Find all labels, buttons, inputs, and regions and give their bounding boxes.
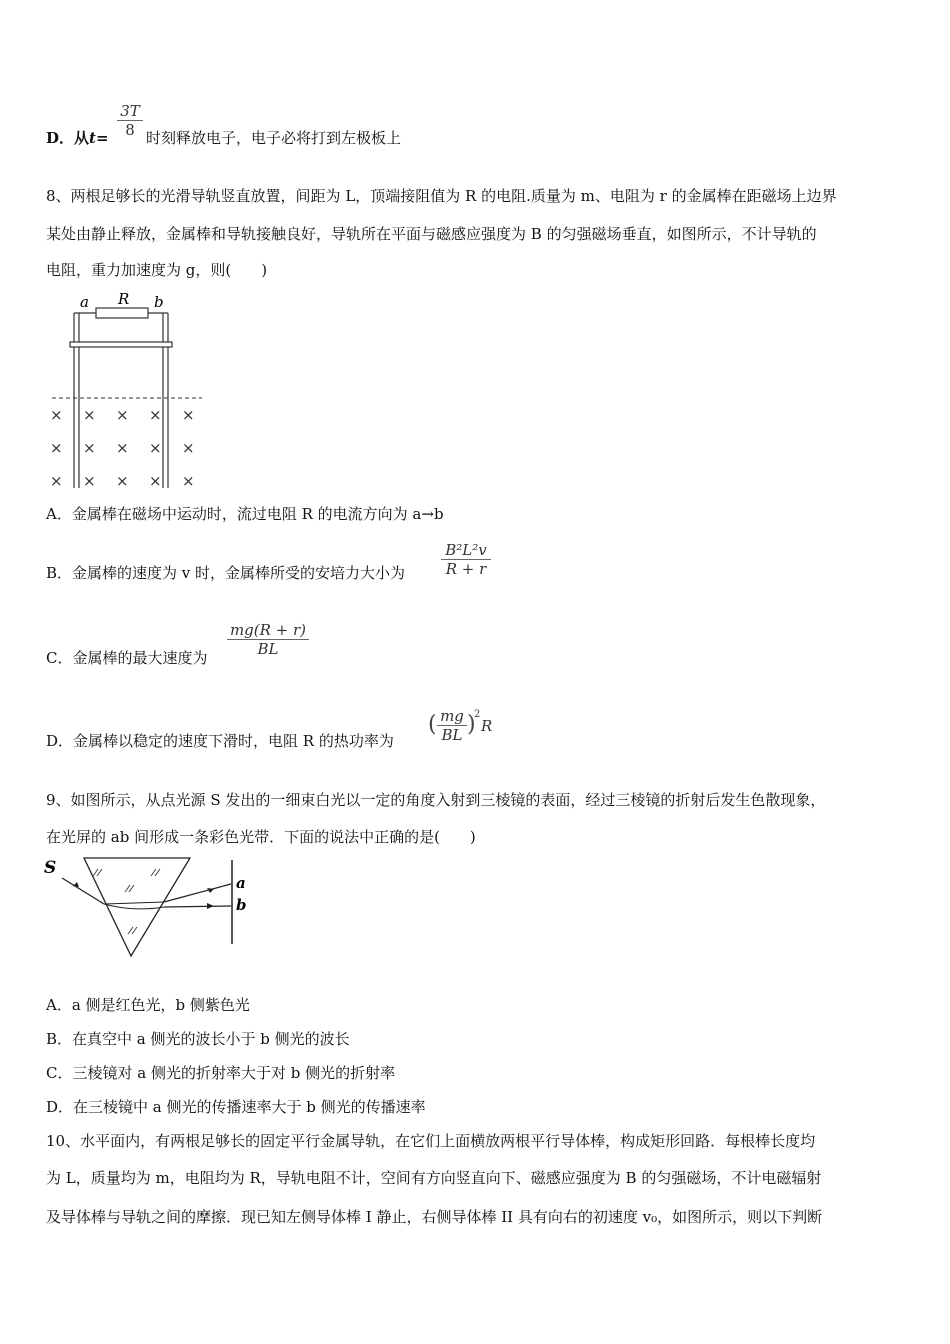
q9-option-b: B．在真空中 a 侧光的波长小于 b 侧光的波长 [46,1030,350,1048]
q9-stem-line-2: 在光屏的 ab 间形成一条彩色光带．下面的说法中正确的是( ) [46,828,476,846]
q7-option-d-var: t= [89,129,109,147]
label-R: R [118,290,130,308]
q9-option-a: A．a 侧是红色光，b 侧紫色光 [46,996,250,1014]
cross-icon: × [149,406,162,424]
fraction-denominator: R + r [445,560,487,578]
cross-icon: × [149,472,162,490]
q8-option-d-text: D．金属棒以稳定的速度下滑时，电阻 R 的热功率为 [46,732,394,750]
cross-icon: × [182,406,195,424]
cross-icon: × [116,472,129,490]
q8-stem-line-3: 电阻，重力加速度为 g，则( ) [46,261,268,279]
fraction-numerator: B²L²v [445,541,487,559]
q8-option-c-text: C．金属棒的最大速度为 [46,649,208,667]
cross-icon: × [149,439,162,457]
label-a: a [236,874,246,892]
label-b: b [154,293,164,311]
q7-option-d-label: D．从 [46,129,90,147]
label-b: b [236,896,247,914]
q9-stem-line-1: 9、如图所示，从点光源 S 发出的一细束白光以一定的角度入射到三棱镜的表面，经过三棱镜的折射后发生色散现象， [46,791,826,809]
cross-icon: × [182,439,195,457]
outgoing-ray-b [164,906,231,907]
q10-stem-line-3: 及导体棒与导轨之间的摩擦．现已知左侧导体棒 I 静止，右侧导体棒 II 具有向右的初速度 v₀，如图所示，则以下判断 [46,1208,823,1226]
q8-option-c-fraction [227,621,309,658]
fraction-denominator: BL [441,726,463,744]
q10-stem-line-2: 为 L，质量均为 m，电阻均为 R，导轨电阻不计，空间有方向竖直向下、磁感应强度为 B 的匀强磁场，不计电磁辐射 [46,1169,822,1187]
ray-inside-top [104,902,164,904]
q7-option-d-fraction [117,102,143,139]
q8-option-d-tail: R [481,717,493,735]
cross-icon: × [50,439,63,457]
fraction-denominator: BL [257,640,279,658]
label-S: S [44,858,57,878]
cross-icon: × [50,406,63,424]
q8-option-b-fraction [441,541,491,578]
left-paren: ( [428,712,437,737]
q9-option-d: D．在三棱镜中 a 侧光的传播速率大于 b 侧光的传播速率 [46,1098,426,1116]
q8-option-b-text: B．金属棒的速度为 v 时，金属棒所受的安培力大小为 [46,564,406,582]
label-a: a [80,293,89,311]
fraction-numerator: 3T [120,102,140,120]
cross-icon: × [83,472,96,490]
cross-icon: × [83,439,96,457]
cross-icon: × [182,472,195,490]
ray-inside-bottom [104,904,164,909]
q8-circuit-figure [44,290,204,495]
cross-icon: × [83,406,96,424]
q7-option-d-text: 时刻释放电子，电子必将打到左极板上 [146,129,402,147]
q8-option-d-fraction [437,707,467,744]
metal-bar [70,342,172,347]
arrow-icon [73,882,79,887]
outgoing-ray-a [164,884,231,902]
q8-stem-line-1: 8、两根足够长的光滑导轨竖直放置，间距为 L，顶端接阻值为 R 的电阻.质量为 m、电阻为 r 的金属棒在距磁场上边界 [46,187,837,205]
resistor [96,308,148,318]
cross-icon: × [116,439,129,457]
q7-option-d [46,128,109,148]
fraction-denominator: 8 [125,121,135,139]
fraction-numerator: mg(R + r) [229,621,307,639]
q9-option-c: C．三棱镜对 a 侧光的折射率大于对 b 侧光的折射率 [46,1064,396,1082]
cross-icon: × [116,406,129,424]
magnetic-field-crosses [50,406,195,490]
q8-stem-line-2: 某处由静止释放，金属棒和导轨接触良好，导轨所在平面与磁感应强度为 B 的匀强磁场垂直，如图所示，不计导轨的 [46,225,817,243]
q10-stem-line-1: 10、水平面内，有两根足够长的固定平行金属导轨，在它们上面横放两根平行导体棒，构成矩形回路．每根棒长度均 [46,1132,816,1150]
cross-icon: × [50,472,63,490]
arrow-icon [207,903,214,909]
right-paren: ) [467,712,476,737]
q8-option-a: A．金属棒在磁场中运动时，流过电阻 R 的电流方向为 a→b [46,505,444,523]
fraction-numerator: mg [440,707,464,725]
incident-ray [62,878,104,904]
exponent: 2 [474,709,481,720]
q9-prism-figure [44,852,259,962]
